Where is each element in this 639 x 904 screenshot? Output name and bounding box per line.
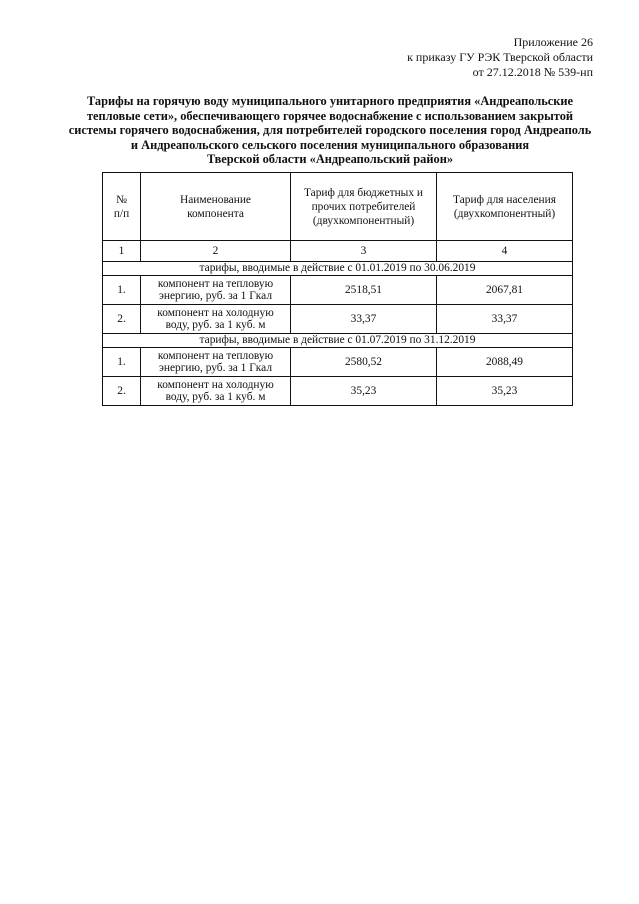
table-row bbox=[103, 276, 573, 305]
period-label: тарифы, вводимые в действие с 01.07.2019 по 31.12.2019 bbox=[103, 334, 573, 348]
row-number: 2. bbox=[103, 377, 141, 406]
component-name: компонент на тепловую энергию, руб. за 1 Гкал bbox=[141, 276, 291, 305]
appendix-number: Приложение 26 bbox=[513, 35, 593, 49]
population-tariff-value: 2088,49 bbox=[437, 348, 573, 377]
component-name: компонент на тепловую энергию, руб. за 1 Гкал bbox=[141, 348, 291, 377]
title-line: тепловые сети», обеспечивающего горячее водоснабжение с использованием закрытой bbox=[86, 108, 574, 123]
column-number: 4 bbox=[437, 241, 573, 262]
header-component-name: Наименование компонента bbox=[141, 173, 291, 241]
budget-tariff-value: 2518,51 bbox=[291, 276, 437, 305]
document-header bbox=[407, 35, 593, 80]
component-name: компонент на холодную воду, руб. за 1 куб. м bbox=[141, 305, 291, 334]
title-line: и Андреапольского сельского поселения муниципального образования bbox=[130, 137, 530, 152]
population-tariff-value: 35,23 bbox=[437, 377, 573, 406]
tariffs-table bbox=[102, 172, 573, 406]
row-number: 1. bbox=[103, 348, 141, 377]
title-line: системы горячего водоснабжения, для потребителей городского поселения город Андреаполь bbox=[68, 123, 592, 138]
table-row bbox=[103, 305, 573, 334]
header-population-tariff: Тариф для населения (двухкомпонентный) bbox=[437, 173, 573, 241]
header-budget-tariff: Тариф для бюджетных и прочих потребителей (двухкомпонентный) bbox=[291, 173, 437, 241]
table-row bbox=[103, 348, 573, 377]
column-number: 2 bbox=[141, 241, 291, 262]
order-date: от 27.12.2018 № 539-нп bbox=[472, 65, 593, 79]
budget-tariff-value: 33,37 bbox=[291, 305, 437, 334]
period-row bbox=[103, 262, 573, 276]
title-line: Тарифы на горячую воду муниципального унитарного предприятия «Андреапольские bbox=[86, 94, 574, 108]
column-number-row bbox=[103, 241, 573, 262]
component-name: компонент на холодную воду, руб. за 1 куб. м bbox=[141, 377, 291, 406]
document-title bbox=[60, 94, 600, 167]
budget-tariff-value: 2580,52 bbox=[291, 348, 437, 377]
table-header-row bbox=[103, 173, 573, 241]
period-row bbox=[103, 334, 573, 348]
table-row bbox=[103, 377, 573, 406]
budget-tariff-value: 35,23 bbox=[291, 377, 437, 406]
population-tariff-value: 33,37 bbox=[437, 305, 573, 334]
header-number: № п/п bbox=[103, 173, 141, 241]
column-number: 3 bbox=[291, 241, 437, 262]
title-line: Тверской области «Андреапольский район» bbox=[206, 152, 454, 167]
period-label: тарифы, вводимые в действие с 01.01.2019 по 30.06.2019 bbox=[103, 262, 573, 276]
column-number: 1 bbox=[103, 241, 141, 262]
order-reference: к приказу ГУ РЭК Тверской области bbox=[407, 50, 593, 64]
row-number: 1. bbox=[103, 276, 141, 305]
row-number: 2. bbox=[103, 305, 141, 334]
population-tariff-value: 2067,81 bbox=[437, 276, 573, 305]
